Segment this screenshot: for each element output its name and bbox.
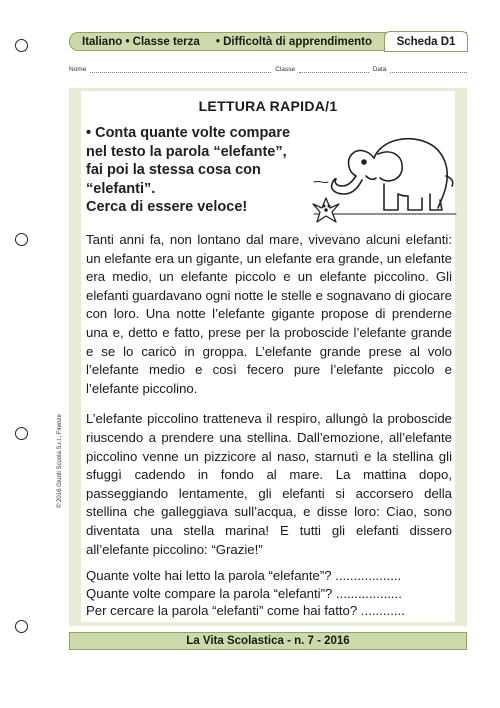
subject-label: Italiano • Classe terza <box>82 35 200 48</box>
date-field[interactable] <box>390 66 467 73</box>
class-field[interactable] <box>299 66 369 73</box>
elephant-icon <box>312 124 458 226</box>
name-field[interactable] <box>90 66 271 73</box>
name-label: Nome <box>69 66 87 73</box>
instruction-line: nel testo la parola “elefante”, <box>86 143 287 160</box>
instruction-line: Cerca di essere veloce! <box>86 199 248 215</box>
binder-hole-2 <box>15 233 28 246</box>
class-label: Classe <box>275 66 296 73</box>
copyright-text: © 2016 Giunti Scuola S.r.l., Firenze <box>57 414 63 508</box>
sheet-tab: Scheda D1 <box>384 31 468 52</box>
binder-hole-1 <box>15 39 28 52</box>
topic-label: • Difficoltà di apprendimento <box>215 35 372 48</box>
question-1: Quante volte hai letto la parola “elefante”? .................. <box>86 568 402 583</box>
story-paragraph: L’elefante piccolino tratteneva il respiro, allungò la proboscide riuscendo a prendere una stellina. Dall’emozione, all’elefante piccolino venne un pizzicore al naso, starnutì e la stellina gli sfuggì cadendo in fondo al mare. La mattina dopo, passeggiando lentamente, gli elefanti si accorsero della stellina che galleggiava sull’acqua, e disse loro: Ciao, sono diventata una stella marina! E tutti gli elefanti dissero all’elefante piccolino: “Grazie!” <box>86 411 452 557</box>
binder-hole-4 <box>15 620 28 633</box>
instruction-line: fai poi la stessa cosa con <box>86 162 261 178</box>
instruction-line: “elefanti”. <box>86 180 156 197</box>
exercise-title: LETTURA RAPIDA/1 <box>198 98 338 114</box>
student-info-line <box>69 66 467 73</box>
instruction-line: • Conta quante volte compare <box>86 125 291 141</box>
date-label: Data <box>372 66 387 73</box>
story-text <box>86 231 452 571</box>
question-3: Per cercare la parola “elefanti” come hai fatto? ............ <box>86 603 405 618</box>
binder-hole-3 <box>15 427 28 440</box>
story-paragraph: Tanti anni fa, non lontano dal mare, vivevano alcuni elefanti: un elefante era un gigante, un elefante era grande, un elefante era medio, un elefante piccolo e un elefante piccolino. Gli elefanti guardavano ogni notte le stelle e sognavano di giocare con loro. Una notte l’elefante gigante propose di prenderne una e, detto e fatto, prese per la proboscide l’elefante grande e se lo caricò in groppa. L’elefante grande prese al volo l’elefante medio e così fecero pure l’elefante piccolo e l’elefante piccolino. <box>86 232 452 396</box>
questions-block <box>86 567 452 634</box>
instructions <box>86 124 316 217</box>
footer-bar: La Vita Scolastica - n. 7 - 2016 <box>69 632 467 650</box>
question-2: Quante volte compare la parola “elefanti”? .................. <box>86 585 402 601</box>
